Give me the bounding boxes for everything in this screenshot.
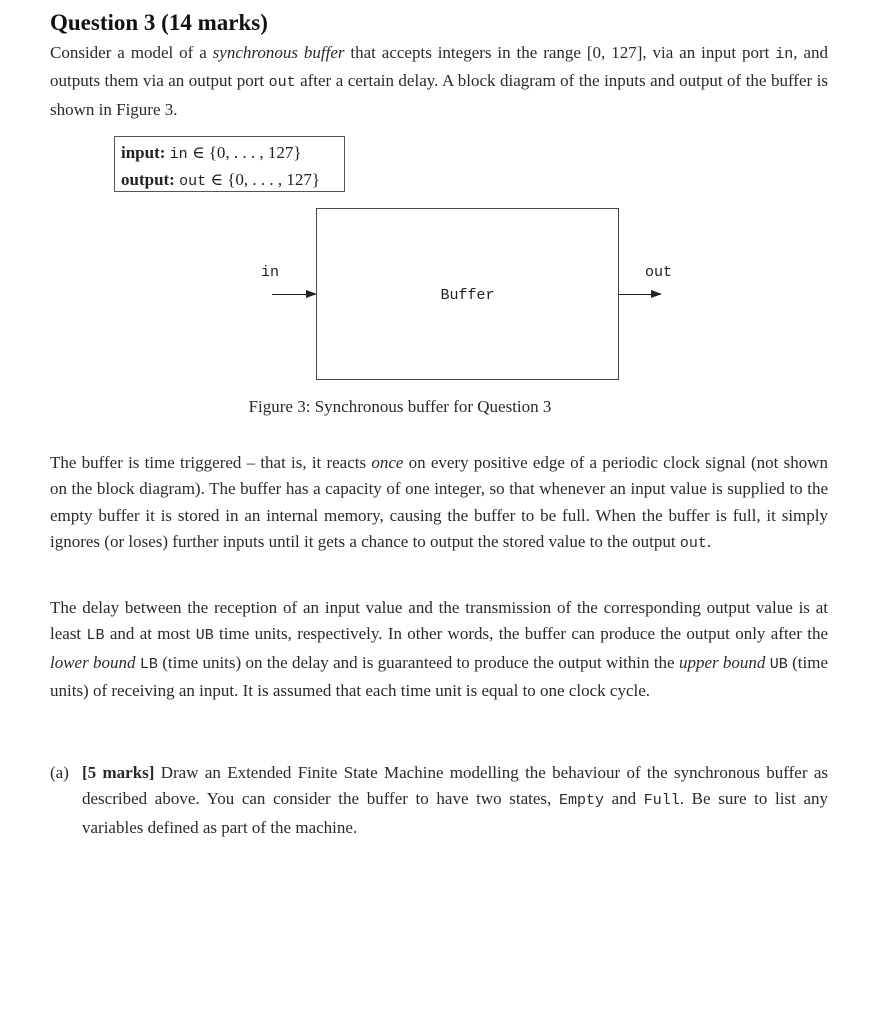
code-in: in: [775, 46, 794, 63]
out-port-label: out: [645, 264, 673, 281]
code-lb: LB: [86, 627, 105, 645]
question-title: Question 3 (14 marks): [50, 10, 268, 35]
figure-caption: Figure 3: Synchronous buffer for Question 3: [248, 397, 552, 416]
out-arrow: [619, 294, 660, 295]
input-spec: input: in ∈ {0, . . . , 127}: [121, 143, 302, 163]
buffer-label: Buffer: [440, 287, 495, 304]
intro-paragraph: Consider a model of a synchronous buffer that accepts integers in the range [0, 127], via an input port in, and outputs them via an output port out after a certain delay. A block diagram of the inputs and output of the buffer is shown in Figure 3.: [50, 43, 828, 119]
code-full: Full: [643, 792, 680, 810]
code-ub: UB: [195, 627, 214, 645]
code-empty: Empty: [558, 792, 604, 810]
block-diagram: [0, 200, 887, 390]
part-a-body: [5 marks] Draw an Extended Finite State Machine modelling the behaviour of the synchronous buffer as described above. You can consider the buffer to have two states, Empty and Full. Be sure to list any variables defined as part of the machine.: [82, 763, 828, 837]
code-out: out: [268, 74, 296, 92]
term-synchronous-buffer: synchronous buffer: [212, 43, 345, 62]
io-spec-box: [114, 136, 345, 192]
in-arrow: [272, 294, 315, 295]
output-spec: output: out ∈ {0, . . . , 127}: [121, 170, 321, 190]
code-ub: UB: [769, 655, 788, 673]
part-a: [50, 760, 828, 841]
delay-paragraph: The delay between the reception of an input value and the transmission of the corresponding output value is at least LB and at most UB time units, respectively. In other words, the buffer can produce the output only after the lower bound LB (time units) on the delay and is guaranteed to produce the output within the upper bound UB (time units) of receiving an input. It is assumed that each time unit is equal to one clock cycle.: [50, 598, 829, 700]
in-port-label: in: [261, 264, 280, 281]
code-out: out: [679, 534, 707, 552]
part-a-marks: [5 marks]: [82, 763, 155, 782]
code-lb: LB: [139, 655, 158, 673]
buffer-block: [316, 208, 619, 380]
part-a-label: (a): [50, 763, 69, 782]
timing-paragraph: The buffer is time triggered – that is, it reacts once on every positive edge of a periodic clock signal (not shown on the block diagram). The buffer has a capacity of one integer, so that whenever an input value is supplied to the empty buffer it is stored in an internal memory, causing the buffer to be full. When the buffer is full, it simply ignores (or loses) further inputs until it gets a chance to output the stored value to the output out.: [50, 453, 828, 552]
